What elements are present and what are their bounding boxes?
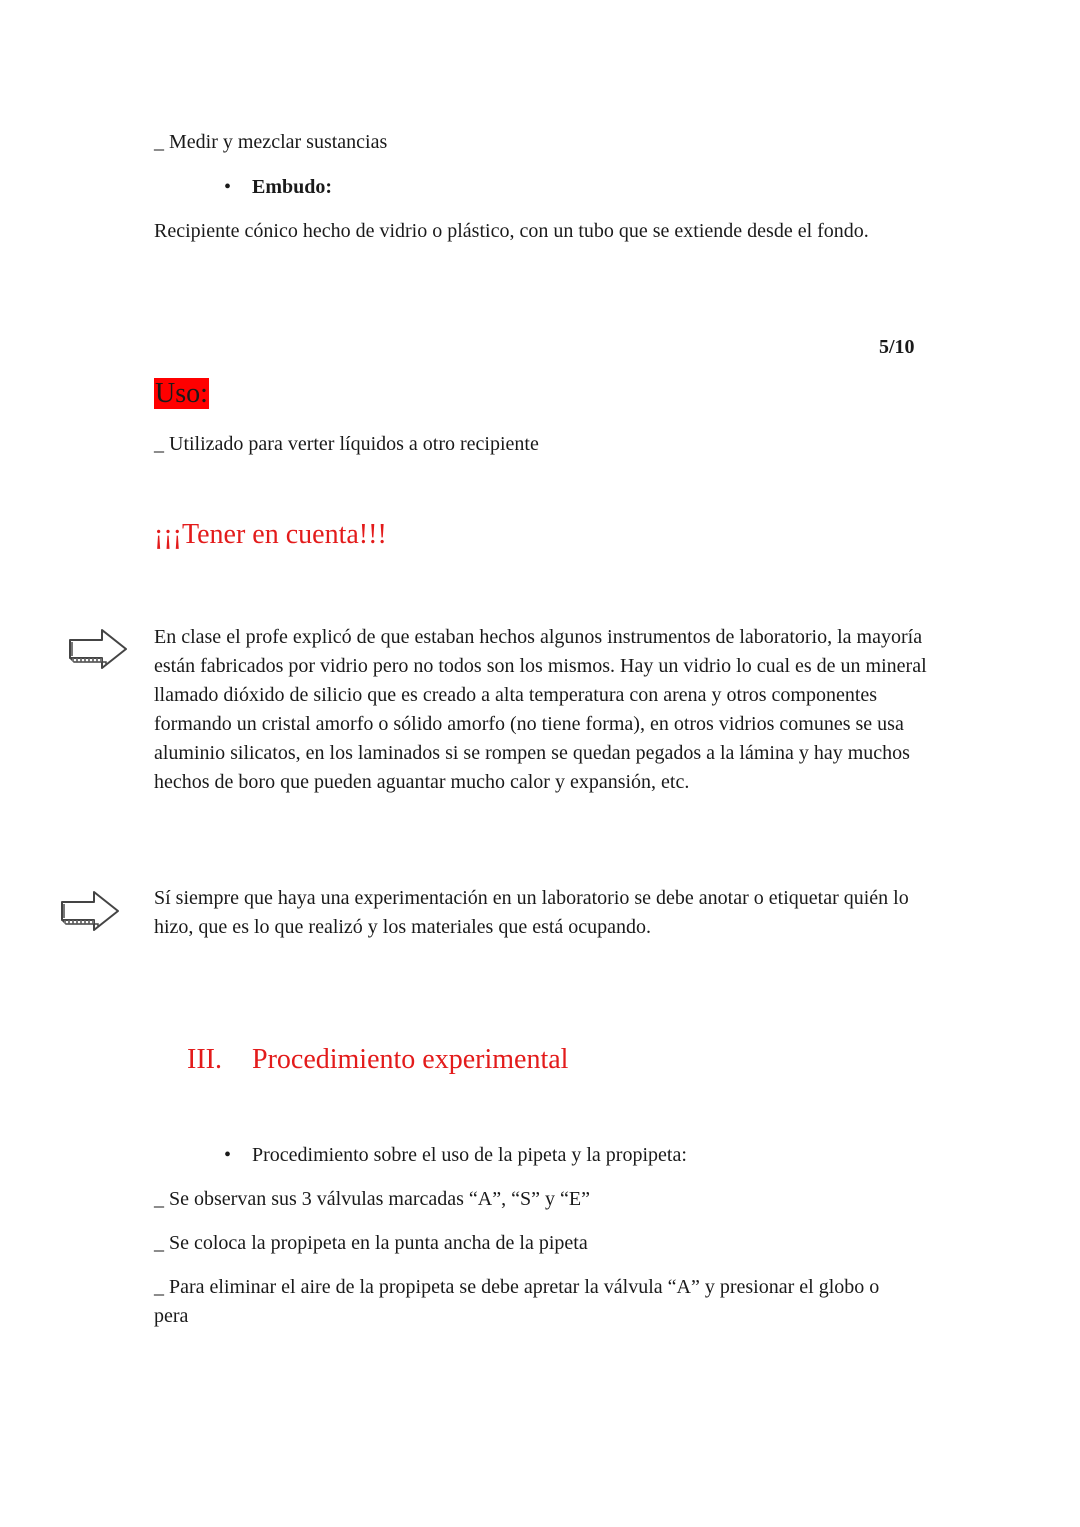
bullet-dot: •: [224, 1144, 232, 1166]
procedure-step: _ Se coloca la propipeta en la punta ancha de la pipeta: [154, 1232, 588, 1254]
uso-text: _ Utilizado para verter líquidos a otro recipiente: [154, 433, 539, 455]
procedure-bullet: Procedimiento sobre el uso de la pipeta y la propipeta:: [252, 1144, 687, 1166]
section-title: Procedimiento experimental: [252, 1044, 569, 1075]
uso-heading: [154, 377, 209, 411]
page-number: 5/10: [879, 336, 915, 358]
section-numeral: III.: [187, 1044, 222, 1075]
bullet-dot: •: [224, 176, 232, 198]
tener-en-cuenta-heading: ¡¡¡Tener en cuenta!!!: [154, 519, 387, 550]
uso-label: Uso:: [155, 378, 208, 409]
embudo-description: Recipiente cónico hecho de vidrio o plástico, con un tubo que se extiende desde el fondo.: [154, 220, 869, 242]
procedure-step: _ Se observan sus 3 válvulas marcadas “A”, “S” y “E”: [154, 1188, 590, 1210]
note-etiquetar: Sí siempre que haya una experimentación en un laboratorio se debe anotar o etiquetar quién lo hizo, que es lo que realizó y los materiales que está ocupando.: [154, 887, 909, 938]
bullet-embudo: Embudo:: [252, 176, 333, 198]
right-arrow-icon: [58, 888, 122, 934]
procedure-step: _ Para eliminar el aire de la propipeta se debe apretar la válvula “A” y presionar el globo o pera: [154, 1276, 880, 1327]
note-vidrio: En clase el profe explicó de que estaban hechos algunos instrumentos de laboratorio, la mayoría están fabricados por vidrio pero no todos son los mismos. Hay un vidrio lo cual es de un mineral llamado dióxido de silicio que es creado a alta temperatura con arena y otros componentes formando un cristal amorfo o sólido amorfo (no tiene forma), en otros vidrios comunes se usa aluminio silicatos, en los laminados si se rompen se quedan pegados a la lámina y hay muchos hechos de boro que pueden aguantar mucho calor y expansión, etc.: [154, 626, 927, 793]
right-arrow-icon: [66, 626, 130, 672]
text-medir-mezclar: _ Medir y mezclar sustancias: [154, 131, 388, 153]
